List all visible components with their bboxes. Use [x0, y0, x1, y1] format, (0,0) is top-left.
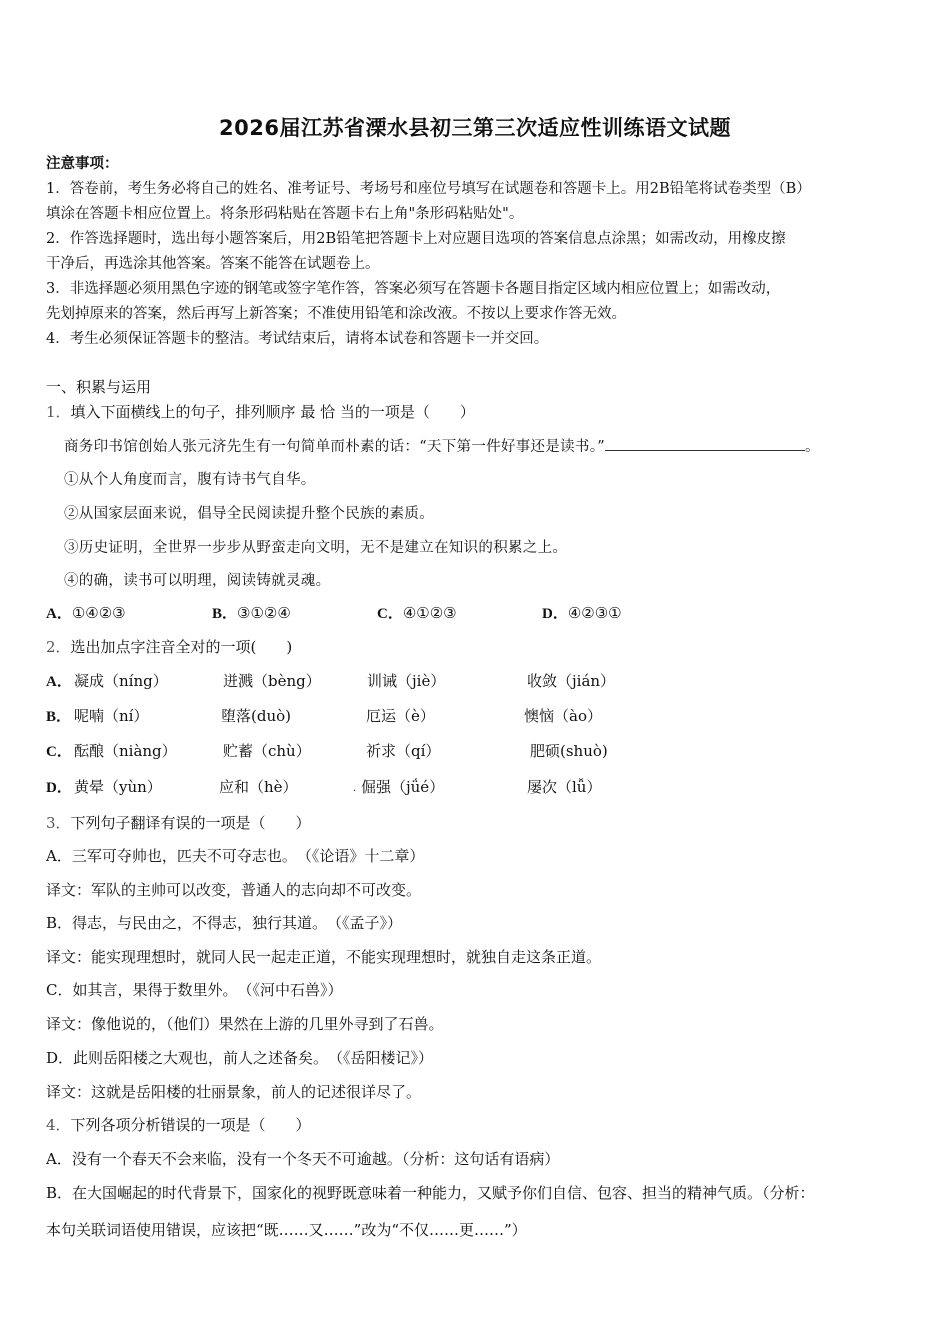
notes-heading: 注意事项： — [46, 155, 119, 172]
passage-item: ④的确，读书可以明理，阅读铸就灵魂。 — [64, 573, 331, 589]
notes-line: 干净后，再选涂其他答案。答案不能答在试题卷上。 — [46, 256, 380, 272]
option-word: 酝酿（niàng） — [74, 742, 177, 760]
option-label: A． — [46, 674, 72, 690]
question-2-stem — [46, 636, 292, 657]
option-line-continued: 本句关联词语使用错误，应该把“既……又……”改为“不仅……更……”） — [46, 1221, 527, 1239]
option-line[interactable]: C．如其言，果得于数里外。 （《河中石兽》） — [46, 981, 343, 999]
question-number: 3． — [46, 814, 71, 832]
passage-item: ②从国家层面来说，倡导全民阅读提升整个民族的素质。 — [64, 506, 434, 522]
notes-line: 先划掉原来的答案，然后再写上新答案；不准使用铅笔和涂改液。不按以上要求作答无效。 — [46, 306, 626, 322]
option-c[interactable]: C．④①②③ — [377, 604, 457, 622]
question-2-option-row[interactable] — [46, 705, 926, 727]
option-a[interactable]: A．①④②③ — [46, 604, 126, 622]
question-2-option-row[interactable] — [46, 670, 926, 692]
option-word: 懊恼（ào） — [524, 707, 602, 725]
option-b[interactable]: B．③①②④ — [212, 604, 291, 622]
option-label: B． — [46, 709, 72, 725]
option-word: 厄运（è） — [366, 707, 435, 725]
answer-blank[interactable] — [605, 436, 805, 451]
page-title: 2026届江苏省溧水县初三第三次适应性训练语文试题 — [219, 116, 731, 140]
question-number: 4． — [46, 1116, 71, 1134]
option-word: 堕落(duò) — [221, 707, 291, 725]
translation-line: 译文：这就是岳阳楼的壮丽景象，前人的记述很详尽了。 — [46, 1083, 422, 1101]
translation-line: 译文：像他说的，（他们）果然在上游的几里外寻到了石兽。 — [46, 1015, 444, 1033]
notes-line: 1．答卷前，考生务必将自己的姓名、准考证号、考场号和座位号填写在试题卷和答题卡上。用2B铅笔将试卷类型（B） — [46, 181, 811, 197]
emphasis-dot: · — [353, 786, 357, 797]
question-1-passage — [64, 435, 820, 456]
option-word: 黄晕（yùn） — [74, 778, 162, 796]
option-word: 迸溅（bèng） — [223, 672, 321, 690]
question-number: 2． — [46, 638, 71, 656]
option-word: 凝成（níng） — [74, 672, 168, 690]
notes-line: 填涂在答题卡相应位置上。将条形码粘贴在答题卡右上角"条形码粘贴处"。 — [46, 206, 524, 222]
passage-text: 商务印书馆创始人张元济先生有一句简单而朴素的话：“天下第一件好事还是读书。” — [64, 439, 605, 455]
question-2-option-row[interactable] — [46, 740, 926, 762]
question-1-stem — [46, 401, 475, 422]
translation-line: 译文：能实现理想时，就同人民一起走正道，不能实现理想时，就独自走这条正道。 — [46, 948, 602, 966]
question-number: 1． — [46, 403, 71, 421]
option-line[interactable]: A．没有一个春天不会来临，没有一个冬天不可逾越。（分析：这句话有语病） — [46, 1150, 560, 1168]
passage-item: ①从个人角度而言，腹有诗书气自华。 — [64, 472, 316, 488]
notes-line: 2．作答选择题时，选出每小题答案后，用2B铅笔把答题卡上对应题目选项的答案信息点涂黑；如需改动，用橡皮擦 — [46, 231, 786, 247]
option-line[interactable]: D．此则岳阳楼之大观也，前人之述备矣。 （《岳阳楼记》） — [46, 1049, 434, 1067]
option-word: 倔强（jǘé） — [361, 778, 445, 796]
option-word: 贮蓄（chù） — [223, 742, 311, 760]
option-word: 祈求（qí） — [366, 742, 441, 760]
option-word: 肥硕(shuò) — [530, 742, 608, 760]
notes-line: 3．非选择题必须用黑色字迹的钢笔或签字笔作答，答案必须写在答题卡各题目指定区域内相应位置上；如需改动， — [46, 281, 781, 297]
question-text: 下列句子翻译有误的一项是（ ） — [70, 814, 311, 832]
question-text: 下列各项分析错误的一项是（ ） — [70, 1116, 311, 1134]
option-word: 屡次（lǚ） — [527, 778, 602, 796]
option-word: 训诫（jiè） — [367, 672, 446, 690]
question-1-options — [46, 602, 926, 624]
translation-line: 译文：军队的主帅可以改变，普通人的志向却不可改变。 — [46, 881, 422, 899]
option-line[interactable]: B．得志，与民由之，不得志，独行其道。 （《孟子》） — [46, 914, 403, 932]
question-4-stem — [46, 1114, 311, 1135]
question-text: 选出加点字注音全对的一项( ) — [70, 638, 293, 656]
question-3-stem — [46, 812, 311, 833]
passage-end: 。 — [804, 439, 820, 455]
question-2-option-row[interactable] — [46, 776, 926, 798]
option-line[interactable]: B．在大国崛起的时代背景下，国家化的视野既意味着一种能力，又赋予你们自信、包容、担当的精神气质。（分析： — [46, 1184, 815, 1202]
passage-item: ③历史证明，全世界一步步从野蛮走向文明，无不是建立在知识的积累之上。 — [64, 540, 568, 556]
option-word: 应和（hè） — [219, 778, 298, 796]
option-d[interactable]: D．④②③① — [542, 604, 622, 622]
option-word: 收敛（jián） — [527, 672, 616, 690]
notes-line: 4．考生必须保证答题卡的整洁。考试结束后，请将本试卷和答题卡一并交回。 — [46, 331, 549, 347]
option-label: C． — [46, 744, 72, 760]
question-text: 填入下面横线上的句子，排列顺序 最 恰 当的一项是（ ） — [70, 403, 475, 421]
section-heading: 一、积累与运用 — [46, 378, 152, 396]
option-line[interactable]: A．三军可夺帅也，匹夫不可夺志也。 （《论语》十二章） — [46, 847, 425, 865]
option-word: 呢喃（ní） — [74, 707, 149, 725]
option-label: D． — [46, 780, 72, 796]
